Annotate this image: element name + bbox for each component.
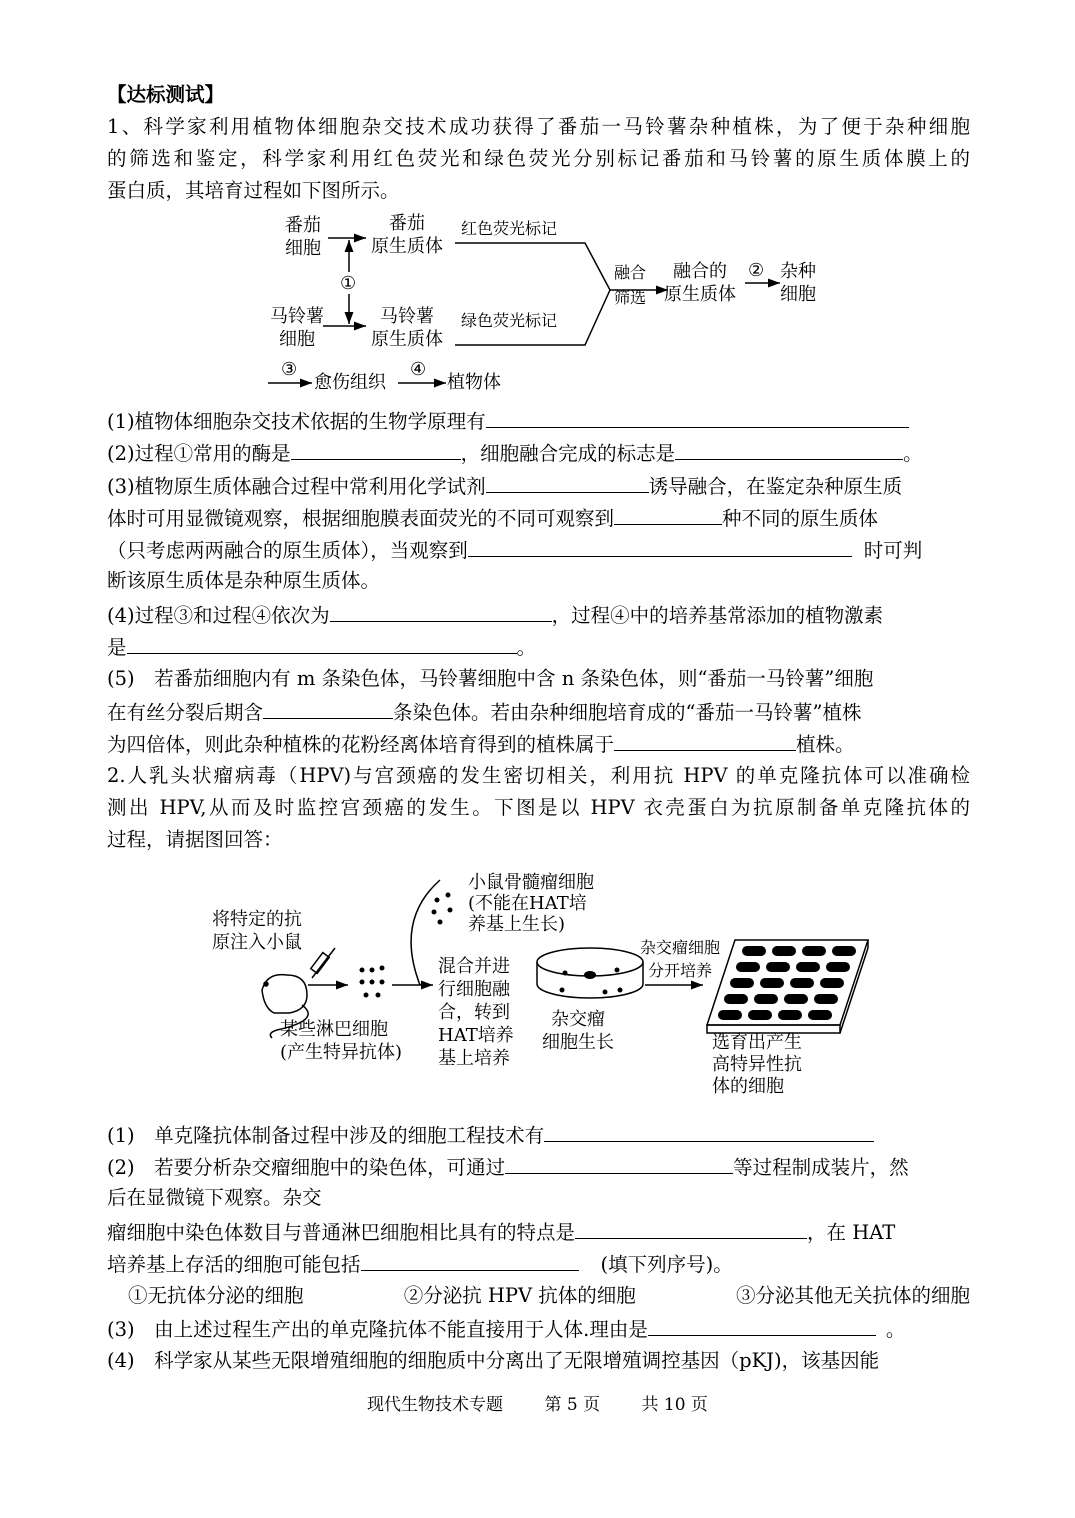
q2-sub1: (1) 单克隆抗体制备过程中涉及的细胞工程技术有 <box>107 1121 970 1149</box>
q1-sub3-line: （只考虑两两融合的原生质体），当观察到 时可判 <box>107 536 970 564</box>
answer-blank[interactable] <box>575 1218 807 1239</box>
q2-sub2-line: 瘤细胞中染色体数目与普通淋巴细胞相比具有的特点是 ，在 HAT <box>107 1218 970 1246</box>
q2-sub2-line: 培养基上存活的细胞可能包括 (填下列序号)。 <box>107 1250 970 1278</box>
green-fluorescence-label: 绿色荧光标记 <box>461 311 558 330</box>
plate-well <box>826 962 850 972</box>
plate-well <box>832 946 856 956</box>
q1-sub3-line: 体时可用显微镜观察，根据细胞膜表面荧光的不同可观察到 种不同的原生质体 <box>107 504 970 532</box>
plate-well <box>808 1010 832 1020</box>
q1-sub4-line: 是 。 <box>107 633 970 661</box>
plate-well <box>814 994 838 1004</box>
step2-label: ② <box>748 260 765 281</box>
select-cells-label: 选育出产生 高特异性抗 体的细胞 <box>712 1032 802 1097</box>
answer-blank[interactable] <box>361 1250 579 1271</box>
fusion-screen-label: 融合 筛选 <box>614 263 647 307</box>
plate-well <box>742 946 766 956</box>
plate-well <box>730 978 754 988</box>
lymphocyte-label: 某些淋巴细胞 (产生特异抗体) <box>280 1019 403 1063</box>
plate-well <box>736 962 760 972</box>
page-footer <box>0 1390 1075 1415</box>
q2-options <box>128 1283 970 1309</box>
plate-well <box>754 994 778 1004</box>
q1-sub4: (4)过程③和过程④依次为 ，过程④中的培养基常添加的植物激素 <box>107 601 970 629</box>
plate-well <box>772 946 796 956</box>
potato-cell-label: 马铃薯 细胞 <box>270 306 324 350</box>
potato-protoplast-label: 马铃薯 原生质体 <box>371 306 443 350</box>
footer-page: 第 5 页 <box>544 1395 601 1415</box>
q1-sub5-line: 为四倍体，则此杂种植株的花粉经离体培育得到的植株属于 植株。 <box>107 730 970 758</box>
syringe-icon <box>311 948 335 978</box>
step4-label: ④ <box>410 359 427 380</box>
plant-label: 植物体 <box>447 372 501 393</box>
option-3: ③分泌其他无关抗体的细胞 <box>735 1284 970 1307</box>
q2-sub3: (3) 由上述过程生产出的单克隆抗体不能直接用于人体.理由是 。 <box>107 1315 970 1343</box>
answer-blank[interactable] <box>648 1315 876 1336</box>
q2-sub2: (2) 若要分析杂交瘤细胞中的染色体，可通过 等过程制成装片，然 <box>107 1153 970 1181</box>
option-2: ②分泌抗 HPV 抗体的细胞 <box>403 1284 636 1307</box>
option-1: ①无抗体分泌的细胞 <box>128 1284 304 1307</box>
plate-well <box>724 994 748 1004</box>
q1-sub2: (2)过程①常用的酶是 ，细胞融合完成的标志是 。 <box>107 439 970 467</box>
plate-well <box>766 962 790 972</box>
callus-label: 愈伤组织 <box>314 372 386 393</box>
q2-sub4: (4) 科学家从某些无限增殖细胞的细胞质中分离出了无限增殖调控基因（pKJ)，该基因能 <box>107 1349 880 1372</box>
tomato-cell-label: 番茄 细胞 <box>285 215 321 259</box>
footer-total: 共 10 页 <box>641 1395 708 1415</box>
plate-well <box>784 994 808 1004</box>
plate-well <box>790 978 814 988</box>
q1-sub5: (5) 若番茄细胞内有 m 条染色体，马铃薯细胞中含 n 条染色体，则“番茄一马铃薯”细胞 <box>107 667 874 690</box>
q1-intro-line: 蛋白质，其培育过程如下图所示。 <box>107 179 400 202</box>
section-title: 【达标测试】 <box>107 83 225 106</box>
plate-well <box>760 978 784 988</box>
hybrid-cell-label: 杂种 细胞 <box>780 261 816 305</box>
red-fluorescence-label: 红色荧光标记 <box>461 219 558 238</box>
plate-well <box>802 946 826 956</box>
plate-well <box>718 1010 742 1020</box>
answer-blank[interactable] <box>505 1153 733 1174</box>
hybridoma-grow-label: 杂交瘤 细胞生长 <box>542 1009 614 1053</box>
plate-well <box>748 1010 772 1020</box>
q1-sub3-line: 断该原生质体是杂种原生质体。 <box>107 569 381 592</box>
q1-intro-line: 1、科学家利用植物体细胞杂交技术成功获得了番茄一马铃薯杂种植株，为了便于杂种细胞 <box>107 115 970 138</box>
q1-intro-line: 的筛选和鉴定，科学家利用红色荧光和绿色荧光分别标记番茄和马铃薯的原生质体膜上的 <box>107 147 970 170</box>
step1-label: ① <box>340 273 357 294</box>
plate-well <box>820 978 844 988</box>
plate-well <box>796 962 820 972</box>
fusion-step-label: 混合并进 行细胞融 合，转到 HAT培养 基上培养 <box>438 956 514 1069</box>
footer-subject: 现代生物技术专题 <box>367 1395 504 1415</box>
tomato-protoplast-label: 番茄 原生质体 <box>371 213 443 257</box>
myeloma-label: 小鼠骨髓瘤细胞 (不能在HAT培 养基上生长) <box>468 872 594 935</box>
inject-antigen-label: 将特定的抗 原注入小鼠 <box>212 909 302 953</box>
q2-sub2-line: 后在显微镜下观察。杂交 <box>107 1186 322 1209</box>
answer-blank[interactable] <box>544 1121 874 1142</box>
q2-intro-line: 测出 HPV,从而及时监控宫颈癌的发生。下图是以 HPV 衣壳蛋白为抗原制备单克隆抗体的 <box>107 796 970 819</box>
fused-protoplast-label: 融合的 原生质体 <box>664 261 736 305</box>
step3-label: ③ <box>281 359 298 380</box>
q1-sub1: (1)植物体细胞杂交技术依据的生物学原理有 <box>107 407 970 435</box>
separate-culture-label: 杂交瘤细胞 分开培养 <box>640 938 721 980</box>
plate-well <box>778 1010 802 1020</box>
q1-sub5-line: 在有丝分裂后期含 条染色体。若由杂种细胞培育成的“番茄一马铃薯”植株 <box>107 698 970 726</box>
q1-sub3: (3)植物原生质体融合过程中常利用化学试剂 诱导融合，在鉴定杂种原生质 <box>107 472 970 500</box>
q2-intro-line: 2.人乳头状瘤病毒（HPV)与宫颈癌的发生密切相关，利用抗 HPV 的单克隆抗体可以准确检 <box>107 764 970 787</box>
q2-intro-line: 过程，请据图回答： <box>107 828 283 851</box>
